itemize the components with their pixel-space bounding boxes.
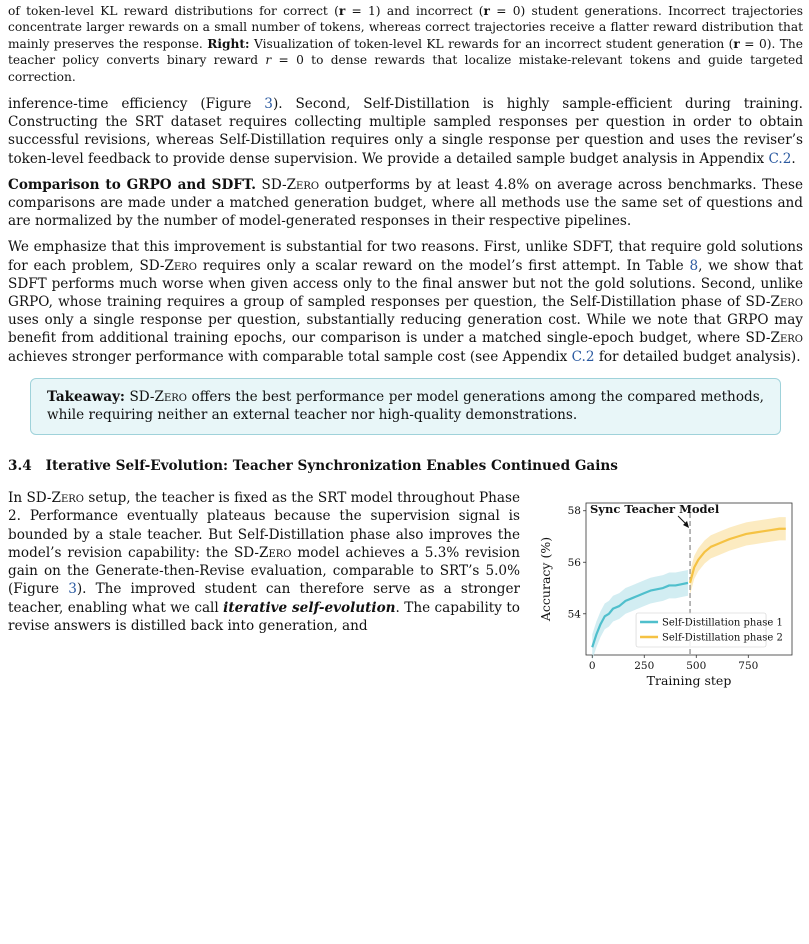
- text: for detailed budget analysis).: [594, 348, 801, 365]
- text: ). The improved student can therefore serve as a stronger teacher, enabling what we call: [8, 581, 520, 616]
- paper-page: [8, 0, 804, 689]
- r-symbol: r: [338, 4, 346, 18]
- caption-text: = 0 to dense rewards that localize mistake-relevant tokens and guide targeted correction.: [8, 53, 803, 84]
- caption-text: ) and incorrect (: [375, 4, 484, 18]
- section-number: 3.4: [8, 458, 32, 475]
- x-tick-label: 500: [686, 660, 707, 673]
- appendix-c2-link[interactable]: C.2: [768, 150, 792, 167]
- table-8-link[interactable]: 8: [689, 257, 699, 274]
- series-band-2: [690, 517, 786, 594]
- paragraph-comparison: [8, 176, 803, 231]
- text: ). Second, Self-Distillation is highly sample-efficient during training. Constructing the SRT dataset requires collecting multiple sampled responses per question in order to obtain successful revisions, whereas Self-Distillation requires only a single response per question and uses the reviser’s token-level feedback to provide dense supervision. We provide a detailed sample budget analysis in Appendix: [8, 96, 803, 167]
- text: model achieves a 5.3% revision gain on the Generate-then-Revise evaluation, comparable to SRT’s 5.0% (Figure: [8, 544, 520, 598]
- method-name: SD-: [139, 257, 165, 274]
- paragraph-efficiency: [8, 95, 803, 168]
- y-axis-label: Accuracy (%): [538, 537, 553, 622]
- key-term: iterative self-evolution: [223, 599, 396, 616]
- text: requires only a scalar reward on the model’s first attempt. In Table: [197, 257, 690, 274]
- method-name: SD-: [129, 388, 155, 405]
- text: achieves stronger performance with comparable total sample cost (see Appendix: [8, 348, 572, 365]
- caption-text: ) student generations. Incorrect trajectories concentrate larger rewards on a small number of tokens, whereas correct trajectories receive a flatter reward distribution that mainly preserves the response.: [8, 4, 804, 51]
- figure-3-link[interactable]: 3: [264, 96, 273, 113]
- method-name: Zero: [770, 330, 803, 347]
- paragraph-emphasis: [8, 238, 803, 365]
- text-column: [8, 489, 520, 635]
- y-tick-label: 54: [567, 608, 581, 621]
- text: , we show that SDFT performs much worse when given access only to the final answer but not the gold solutions. Second, unlike GRPO, whose training requires a group of sampled responses per question, the Self-Distillation phase of: [8, 257, 803, 311]
- text: outperforms by at least 4.8% on average across benchmarks. These comparisons are made under a matched generation budget, where all methods use the same set of questions and are normalized by the number of model-generated responses in their respective pipelines.: [8, 176, 803, 230]
- y-tick-label: 58: [567, 505, 581, 518]
- accuracy-line-chart: [530, 493, 798, 703]
- figure-caption-tail: [8, 0, 803, 85]
- method-name: Zero: [770, 294, 803, 311]
- takeaway-label: Takeaway:: [47, 388, 125, 405]
- r-italic: r: [265, 53, 272, 68]
- text: . The capability to revise answers is distilled back into generation, and: [8, 599, 520, 634]
- takeaway-box: [30, 378, 781, 435]
- method-name: SD-: [26, 490, 52, 507]
- appendix-c2-link[interactable]: C.2: [571, 348, 595, 365]
- text: setup, the teacher is fixed as the SRT model throughout Phase 2. Performance eventually plateaus because the supervision signal is bounded by a stale teacher. But Self-Distillation phase also improves the model’s revision capability: the: [8, 490, 520, 561]
- legend-label-1: Self-Distillation phase 1: [662, 617, 783, 629]
- section-heading: [8, 457, 803, 475]
- caption-eq: = 0: [739, 36, 767, 51]
- x-tick-label: 0: [588, 660, 596, 673]
- r-symbol: r: [733, 36, 740, 51]
- method-name: Zero: [286, 176, 320, 193]
- takeaway-text: offers the best performance per model generations among the compared methods, while requiring neither an external teacher nor high-quality demonstrations.: [47, 388, 765, 424]
- method-name: SD-: [745, 330, 771, 347]
- caption-text: of token-level KL reward distributions for correct (: [8, 4, 339, 18]
- accuracy-figure: [530, 493, 798, 713]
- caption-text: ). The teacher policy converts binary reward: [8, 36, 803, 68]
- text: inference-time efficiency (Figure: [8, 96, 265, 113]
- method-name: Zero: [51, 490, 85, 507]
- section-title: Iterative Self-Evolution: Teacher Synchronization Enables Continued Gains: [45, 458, 618, 475]
- x-axis-label: Training step: [646, 673, 732, 689]
- text: In: [8, 490, 27, 507]
- caption-text: Visualization of token-level KL rewards for an incorrect student generation (: [249, 36, 734, 51]
- caption-eq: = 1: [345, 4, 376, 18]
- method-name: SD-: [233, 544, 260, 561]
- sync-annotation: Sync Teacher Model: [590, 502, 720, 517]
- caption-right-label: Right:: [207, 36, 250, 51]
- r-symbol: r: [483, 4, 490, 18]
- x-tick-label: 250: [634, 660, 655, 673]
- figure-3-link[interactable]: 3: [68, 581, 77, 598]
- y-tick-label: 56: [567, 557, 581, 570]
- caption-eq: = 0: [489, 4, 521, 18]
- legend-label-2: Self-Distillation phase 2: [662, 632, 783, 644]
- section-body: [8, 489, 803, 689]
- method-name: SD-: [261, 176, 287, 193]
- method-name: Zero: [154, 388, 187, 405]
- x-tick-label: 750: [738, 660, 759, 673]
- paragraph-self-evolution: [8, 489, 520, 635]
- method-name: SD-: [745, 294, 771, 311]
- method-name: Zero: [259, 544, 292, 561]
- paragraph-heading: Comparison to GRPO and SDFT.: [8, 176, 257, 193]
- text: uses only a single response per question, substantially reducing generation cost. While we note that GRPO may benefit from additional training epochs, our comparison is under a matched single-epoch budget, where: [8, 312, 803, 347]
- method-name: Zero: [164, 257, 197, 274]
- text: We emphasize that this improvement is substantial for two reasons. First, unlike SDFT, that require gold solutions for each problem,: [8, 239, 803, 274]
- text: .: [791, 150, 796, 167]
